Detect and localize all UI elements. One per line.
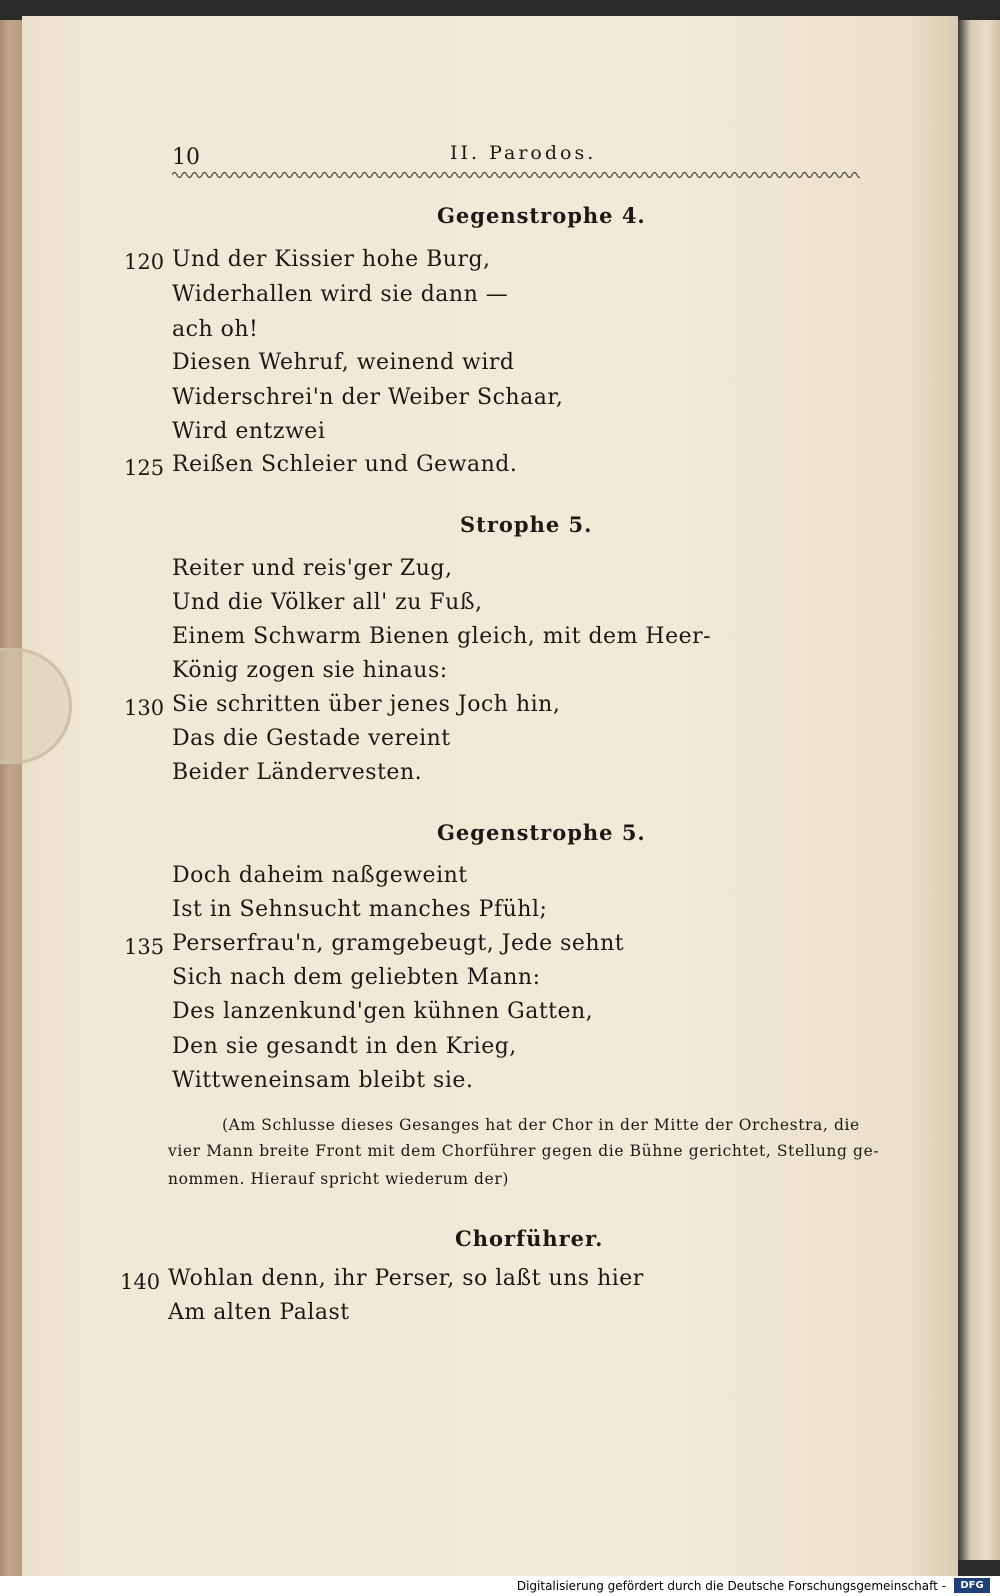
verse-line: Diesen Wehruf, weinend wird [172, 350, 515, 375]
verse-line: Sich nach dem geliebten Mann: [172, 965, 541, 990]
line-number: 120 [124, 250, 165, 274]
verse-line: Wird entzwei [172, 419, 326, 444]
digitization-footer [0, 1576, 1000, 1596]
line-number: 130 [124, 696, 165, 720]
verse-line: Sie schritten über jenes Joch hin, [172, 692, 561, 717]
verse-line: Des lanzenkund'gen kühnen Gatten, [172, 999, 594, 1024]
verse-line: Perserfrau'n, gramgebeugt, Jede sehnt [172, 931, 625, 956]
verse-line: Einem Schwarm Bienen gleich, mit dem Heer- [172, 624, 712, 649]
verse-line: Wohlan denn, ihr Perser, so laßt uns hier [168, 1266, 644, 1291]
verse-line: Widerhallen wird sie dann — [172, 282, 509, 307]
verse-line: König zogen sie hinaus: [172, 658, 448, 683]
section-heading: Gegenstrophe 4. [437, 203, 646, 228]
verse-line: Und der Kissier hohe Burg, [172, 247, 491, 272]
verse-line: Und die Völker all' zu Fuß, [172, 590, 483, 615]
stage-direction-line: vier Mann breite Front mit dem Chorführer gegen die Bühne gerichtet, Stellung ge- [168, 1142, 880, 1160]
stage-direction-line: nommen. Hierauf spricht wiederum der) [168, 1170, 509, 1188]
verse-line: Das die Gestade vereint [172, 726, 451, 751]
running-title: II. Parodos. [450, 142, 597, 164]
verse-line: Am alten Palast [168, 1300, 350, 1325]
verse-line: Wittweneinsam bleibt sie. [172, 1068, 474, 1093]
line-number: 135 [124, 935, 165, 959]
speaker-heading: Chorführer. [455, 1226, 604, 1251]
footer-credit: Digitalisierung gefördert durch die Deutsche Forschungsgemeinschaft - [516, 1579, 946, 1593]
verse-line: Reißen Schleier und Gewand. [172, 452, 518, 477]
verse-line: ach oh! [172, 317, 259, 342]
line-number: 125 [124, 456, 165, 480]
stage-direction-line: (Am Schlusse dieses Gesanges hat der Chor in der Mitte der Orchestra, die [222, 1116, 860, 1134]
page-number: 10 [172, 145, 200, 170]
section-heading: Gegenstrophe 5. [437, 820, 646, 845]
dfg-logo: DFG [954, 1578, 990, 1593]
verse-line: Widerschrei'n der Weiber Schaar, [172, 385, 564, 410]
verse-line: Beider Ländervesten. [172, 760, 423, 785]
verse-line: Doch daheim naßgeweint [172, 863, 468, 888]
book-edge [0, 20, 24, 1580]
verse-line: Reiter und reis'ger Zug, [172, 556, 453, 581]
line-number: 140 [120, 1270, 161, 1294]
verse-line: Den sie gesandt in den Krieg, [172, 1034, 517, 1059]
ornamental-rule [172, 168, 860, 182]
verse-line: Ist in Sehnsucht manches Pfühl; [172, 897, 548, 922]
section-heading: Strophe 5. [460, 512, 593, 537]
next-page-edge [958, 20, 1000, 1560]
